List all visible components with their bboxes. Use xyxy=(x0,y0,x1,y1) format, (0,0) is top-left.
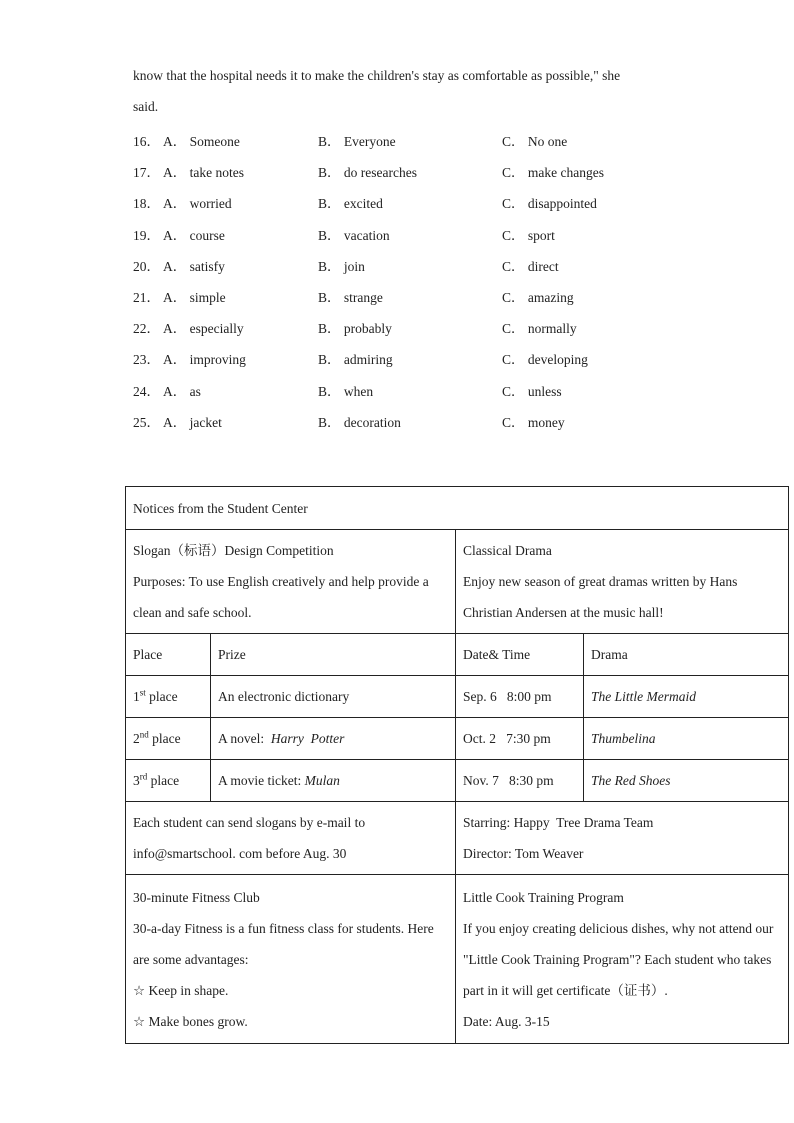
option-c[interactable]: C． No one xyxy=(502,134,568,149)
notice-table xyxy=(125,486,789,1044)
cook-cell xyxy=(456,875,789,1044)
director-text: Director: Tom Weaver xyxy=(463,846,584,861)
question-number: 25． xyxy=(133,415,160,430)
option-b[interactable]: B． do researches xyxy=(318,165,417,180)
email-line-2: info@smartschool. com before Aug. 30 xyxy=(133,846,347,861)
question-number: 17． xyxy=(133,165,160,180)
fitness-cell xyxy=(126,875,456,1044)
fitness-heading: 30-minute Fitness Club xyxy=(133,889,260,905)
datetime-cell: Sep. 6 8:00 pm xyxy=(456,676,584,718)
question-number: 20． xyxy=(133,259,160,274)
drama-title-cell: The Little Mermaid xyxy=(584,676,789,718)
question-number: 22． xyxy=(133,321,160,336)
header-place: Place xyxy=(126,634,211,676)
slogan-cell xyxy=(126,530,456,634)
option-b[interactable]: B． decoration xyxy=(318,415,401,430)
option-b[interactable]: B． probably xyxy=(318,321,392,336)
cook-date: Date: Aug. 3-15 xyxy=(463,1013,550,1029)
table-row xyxy=(126,718,789,760)
table-row xyxy=(126,676,789,718)
slogan-heading: Slogan（标语）Design Competition xyxy=(133,543,334,558)
drama-title-cell: Thumbelina xyxy=(584,718,789,760)
starring-text: Starring: Happy Tree Drama Team xyxy=(463,815,654,830)
drama-cell xyxy=(456,530,789,634)
option-b[interactable]: B． vacation xyxy=(318,228,390,243)
option-b[interactable]: B． Everyone xyxy=(318,134,396,149)
option-c[interactable]: C． disappointed xyxy=(502,196,597,211)
option-a[interactable]: A． jacket xyxy=(163,415,222,430)
option-b[interactable]: B． excited xyxy=(318,196,383,211)
option-a[interactable]: A． improving xyxy=(163,352,246,367)
cook-desc: If you enjoy creating delicious dishes, why not attend our "Little Cook Training Program"? Each student who takes part in it will get certificate（证书）. xyxy=(463,920,774,998)
option-a[interactable]: A． course xyxy=(163,228,225,243)
drama-heading: Classical Drama xyxy=(463,543,552,558)
prize-cell: A novel: Harry Potter xyxy=(211,718,456,760)
question-number: 21． xyxy=(133,290,160,305)
option-b[interactable]: B． join xyxy=(318,259,365,274)
slogan-purpose: Purposes: To use English creatively and help provide a clean and safe school. xyxy=(133,574,429,620)
option-c[interactable]: C． make changes xyxy=(502,165,604,180)
question-number: 19． xyxy=(133,228,160,243)
option-c[interactable]: C． unless xyxy=(502,384,562,399)
datetime-cell: Nov. 7 8:30 pm xyxy=(456,760,584,802)
option-c[interactable]: C． normally xyxy=(502,321,577,336)
datetime-cell: Oct. 2 7:30 pm xyxy=(456,718,584,760)
question-number: 16． xyxy=(133,134,160,149)
place-cell: 1st place xyxy=(126,676,211,718)
fitness-item-1: ☆ Keep in shape. xyxy=(133,982,229,998)
option-c[interactable]: C． direct xyxy=(502,259,559,274)
option-b[interactable]: B． when xyxy=(318,384,374,399)
intro-line-1: know that the hospital needs it to make the children's stay as comfortable as possible," she xyxy=(133,68,621,83)
option-b[interactable]: B． strange xyxy=(318,290,383,305)
option-c[interactable]: C． amazing xyxy=(502,290,574,305)
drama-title-cell: The Red Shoes xyxy=(584,760,789,802)
table-row xyxy=(126,760,789,802)
option-a[interactable]: A． as xyxy=(163,384,201,399)
option-c[interactable]: C． sport xyxy=(502,228,555,243)
option-a[interactable]: A． take notes xyxy=(163,165,244,180)
option-a[interactable]: A． satisfy xyxy=(163,259,225,274)
notice-title: Notices from the Student Center xyxy=(126,487,789,530)
header-prize: Prize xyxy=(211,634,456,676)
staff-cell xyxy=(456,802,789,875)
option-b[interactable]: B． admiring xyxy=(318,352,393,367)
drama-desc: Enjoy new season of great dramas written by Hans Christian Andersen at the music hall! xyxy=(463,574,738,620)
place-cell: 3rd place xyxy=(126,760,211,802)
option-a[interactable]: A． Someone xyxy=(163,134,240,149)
question-number: 24． xyxy=(133,384,160,399)
option-a[interactable]: A． especially xyxy=(163,321,244,336)
option-a[interactable]: A． simple xyxy=(163,290,226,305)
question-number: 23． xyxy=(133,352,160,367)
option-a[interactable]: A． worried xyxy=(163,196,232,211)
prize-cell: A movie ticket: Mulan xyxy=(211,760,456,802)
email-cell xyxy=(126,802,456,875)
option-c[interactable]: C． developing xyxy=(502,352,588,367)
email-line-1: Each student can send slogans by e-mail to xyxy=(133,815,366,830)
place-cell: 2nd place xyxy=(126,718,211,760)
header-drama: Drama xyxy=(584,634,789,676)
option-c[interactable]: C． money xyxy=(502,415,565,430)
fitness-item-2: ☆ Make bones grow. xyxy=(133,1013,248,1029)
intro-line-2: said. xyxy=(133,99,159,114)
header-datetime: Date& Time xyxy=(456,634,584,676)
fitness-desc: 30-a-day Fitness is a fun fitness class for students. Here are some advantages: xyxy=(133,920,434,967)
question-number: 18． xyxy=(133,196,160,211)
prize-cell: An electronic dictionary xyxy=(211,676,456,718)
cook-heading: Little Cook Training Program xyxy=(463,889,624,905)
